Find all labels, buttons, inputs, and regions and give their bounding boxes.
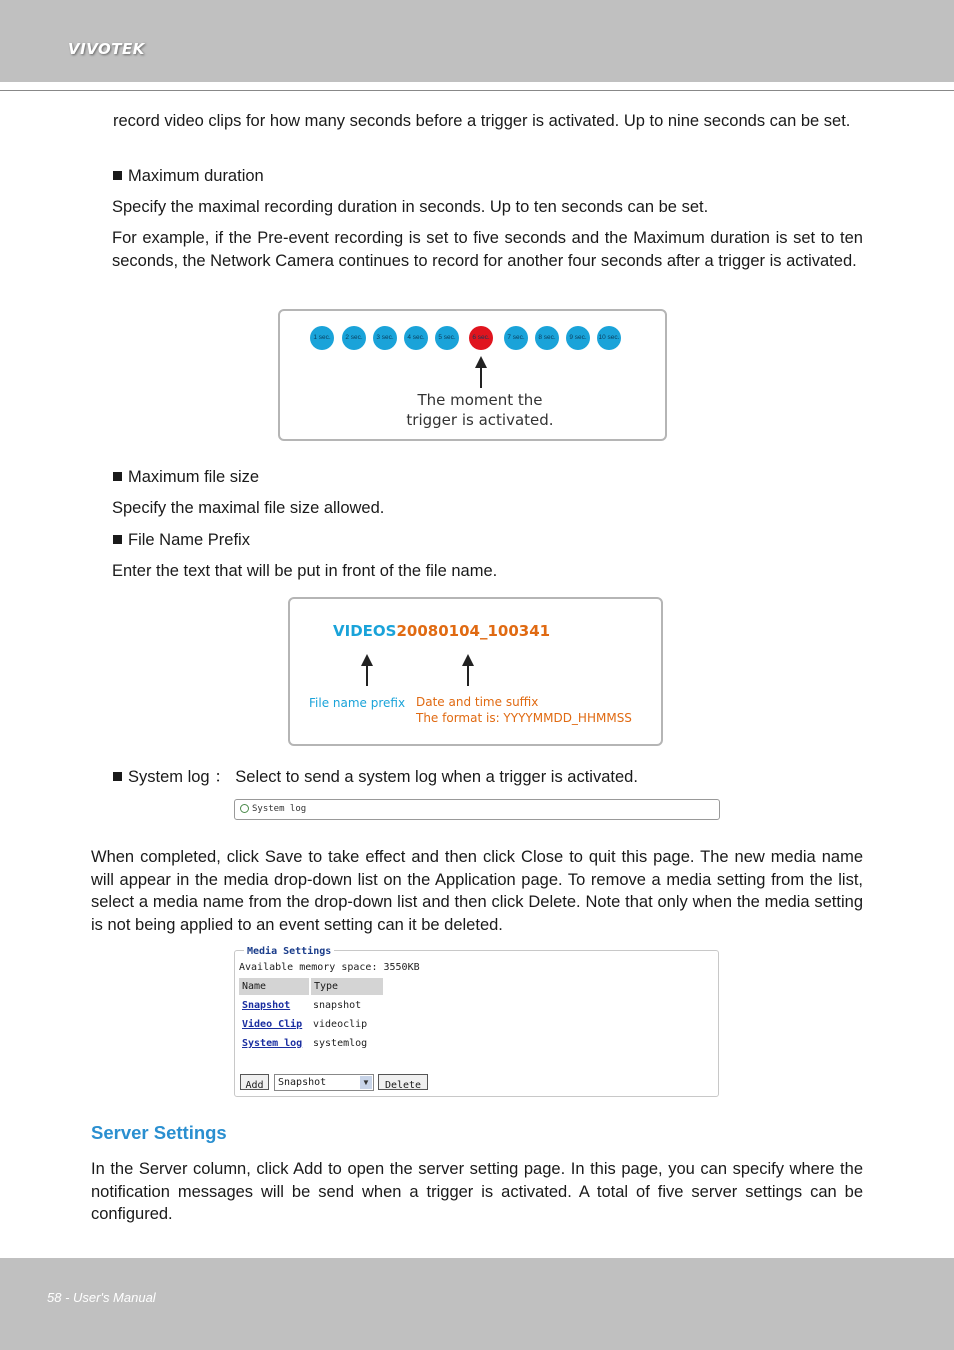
timeline-second-2: 2 sec. xyxy=(342,326,366,350)
timeline-second-6: 6 sec. xyxy=(469,326,493,350)
page-header xyxy=(0,0,954,82)
add-label: Add xyxy=(245,1080,264,1091)
media-type-select[interactable] xyxy=(274,1074,374,1091)
timeline-caption xyxy=(380,390,580,430)
media-name-link[interactable]: System log xyxy=(242,1038,303,1049)
chevron-down-icon[interactable]: ▼ xyxy=(360,1076,372,1089)
bullet-file-name-prefix xyxy=(113,529,250,551)
column-header-type xyxy=(311,978,383,995)
square-bullet-icon xyxy=(113,535,122,544)
media-type: videoclip xyxy=(313,1019,368,1030)
media-name-link[interactable]: Video Clip xyxy=(242,1019,303,1030)
date-label-1: Date and time suffix xyxy=(416,695,539,709)
caption-line: trigger is activated. xyxy=(406,411,554,429)
bullet-system-log xyxy=(113,766,638,788)
pre-event-paragraph: record video clips for how many seconds before a trigger is activated. Up to nine seconds can be set. xyxy=(113,112,851,130)
bullet-max-duration xyxy=(113,165,264,187)
caption-line: The moment the xyxy=(417,391,543,409)
prefix-paragraph: Enter the text that will be put in front of the file name. xyxy=(112,562,498,580)
timeline-second-8: 8 sec. xyxy=(535,326,559,350)
max-file-size-paragraph: Specify the maximal file size allowed. xyxy=(112,499,385,517)
timeline-second-7: 7 sec. xyxy=(504,326,528,350)
square-bullet-icon xyxy=(113,171,122,180)
system-log-option[interactable] xyxy=(234,799,720,820)
server-paragraph: In the Server column, click Add to open the server setting page. In this page, you can specify where the notification messages will be send when a trigger is activated. A total of five server settings can be configured. xyxy=(91,1160,863,1223)
page-number: 58 - User's Manual xyxy=(47,1290,156,1305)
media-name-link[interactable]: Snapshot xyxy=(242,1000,291,1011)
add-button[interactable] xyxy=(240,1074,269,1090)
square-bullet-icon xyxy=(113,472,122,481)
prefix-label: File name prefix xyxy=(309,696,406,710)
bullet-label: System log ： Select to send a system log when a trigger is activated. xyxy=(128,768,638,786)
column-label: Name xyxy=(242,981,267,992)
server-settings-heading: Server Settings xyxy=(91,1122,227,1143)
select-value: Snapshot xyxy=(278,1077,327,1088)
arrow-shaft xyxy=(366,664,368,686)
column-label: Type xyxy=(314,981,339,992)
timeline-second-3: 3 sec. xyxy=(373,326,397,350)
example-paragraph: For example, if the Pre-event recording is set to five seconds and the Maximum duration is set to ten seconds, the Network Camera continues to record for another four seconds after a trigger is activated. xyxy=(112,229,863,270)
timeline-second-9: 9 sec. xyxy=(566,326,590,350)
timeline-second-5: 5 sec. xyxy=(435,326,459,350)
delete-label: Delete xyxy=(384,1080,422,1091)
square-bullet-icon xyxy=(113,772,122,781)
arrow-shaft xyxy=(467,664,469,686)
bullet-label: Maximum duration xyxy=(128,167,264,185)
media-type: systemlog xyxy=(313,1038,368,1049)
arrow-shaft xyxy=(480,366,482,388)
memory-space: Available memory space: 3550KB xyxy=(239,962,420,973)
date-label-2: The format is: YYYYMMDD_HHMMSS xyxy=(416,711,632,725)
column-header-name xyxy=(239,978,309,995)
example-filename xyxy=(333,622,550,640)
delete-button[interactable] xyxy=(378,1074,428,1090)
bullet-label: Maximum file size xyxy=(128,468,260,486)
system-log-label: System log xyxy=(252,804,307,814)
completed-paragraph: When completed, click Save to take effect and then click Close to quit this page. The new media name will appear in the media drop-down list on the Application page. To remove a media setting from the list, select a media name from the drop-down list and then click Delete. Note that only when the media setting is not being applied to an event setting can it be deleted. xyxy=(91,848,863,934)
header-rule xyxy=(0,90,954,91)
bullet-label: File Name Prefix xyxy=(128,531,250,549)
bullet-max-file-size xyxy=(113,466,259,488)
timeline-second-1: 1 sec. xyxy=(310,326,334,350)
radio-icon[interactable] xyxy=(240,804,249,813)
timeline-second-10: 10 sec. xyxy=(597,326,621,350)
filename-prefix: VIDEOS xyxy=(333,622,397,640)
max-duration-paragraph: Specify the maximal recording duration in seconds. Up to ten seconds can be set. xyxy=(112,198,709,216)
filename-date: 20080104_100341 xyxy=(396,622,551,640)
media-settings-title: Media Settings xyxy=(244,946,334,957)
media-type: snapshot xyxy=(313,1000,362,1011)
timeline-second-4: 4 sec. xyxy=(404,326,428,350)
brand-logo: VIVOTEK xyxy=(68,40,145,58)
